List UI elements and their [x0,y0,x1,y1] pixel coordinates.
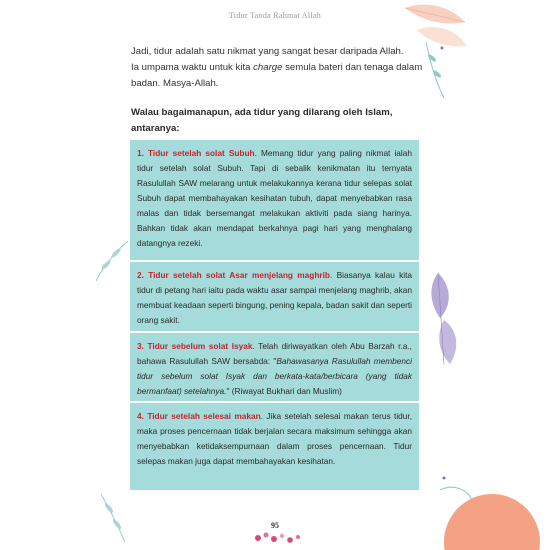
intro-line-1: Jadi, tidur adalah satu nikmat yang sangat besar daripada Allah. [131,46,404,57]
list-item [130,140,419,262]
intro-lead: Walau bagaimanapun, ada tidur yang dilarang oleh Islam, antaranya: [131,107,393,134]
hadith-quote: Bahawasanya Rasulullah membenci tidur sebelum solat Isyak dan berkata-kata/berbicara (yang tidak bermanfaat) setelahnya. [137,356,413,396]
list-item-body: . Jika setelah selesai makan terus tidur, maka proses pencernaan tidak berjalan secara maksimum sehingga akan menyebabkan ketidaksempurnaan dalam proses pencernaan. Tidur selepas makan juga dapat membahayakan kesihatan. [137,411,412,466]
list-item-title: 2. Tidur setelah solat Asar menjelang maghrib [137,270,330,280]
page-number: 95 [271,521,279,530]
lavender-leaf-icon [418,268,468,368]
forbidden-sleep-list [130,140,419,492]
pink-flower-cluster-icon [250,528,306,548]
list-item-body: . Memang tidur yang paling nikmat ialah tidur setelah solat Subuh. Tapi di sebalik kenikmatan itu ternyata Rasulullah SAW melarang untuk melakukannya kerana tidur selepas solat Subuh dapat membahayakan kesihatan tubuh, dapat menyebabkan rasa malas dan tidak bersemangat melakukan aktiviti pada siang harinya. Bahkan tidak akan mendapat berkahnya pagi hari yang menghalang datangnya rezeki. [137,148,412,248]
teal-sprig-icon [92,235,132,285]
coral-circle-icon [432,470,550,550]
list-item [130,333,419,403]
intro-line-2: Ia umpama waktu untuk kita charge semula bateri dan tenaga dalam [131,62,423,73]
list-item-title: 1. Tidur setelah solat Subuh [137,148,255,158]
intro-line-3: badan. Masya-Allah. [131,78,219,89]
teal-sprig-icon [95,490,135,545]
list-item-body: . Biasanya kalau kita tidur di petang hari iaitu pada waktu asar sampai menjelang maghrib, akan membuat keadaan seperti bingung, pening kepala, badan sakit dan seperti orang sakit. [137,270,412,325]
list-item-source: " (Riwayat Bukhari dan Muslim) [226,386,342,396]
list-item-title: 3. Tidur sebelum solat Isyak [137,341,253,351]
running-title: Tidur Tanda Rahmat Allah [228,11,322,20]
list-item [130,403,419,492]
list-item [130,262,419,333]
list-item-body: . Telah diriwayatkan oleh Abu Barzah r.a., bahawa Rasulullah SAW bersabda: " [137,341,412,366]
intro-paragraph [131,44,431,137]
list-item-title: 4. Tidur setelah selesai makan [137,411,261,421]
